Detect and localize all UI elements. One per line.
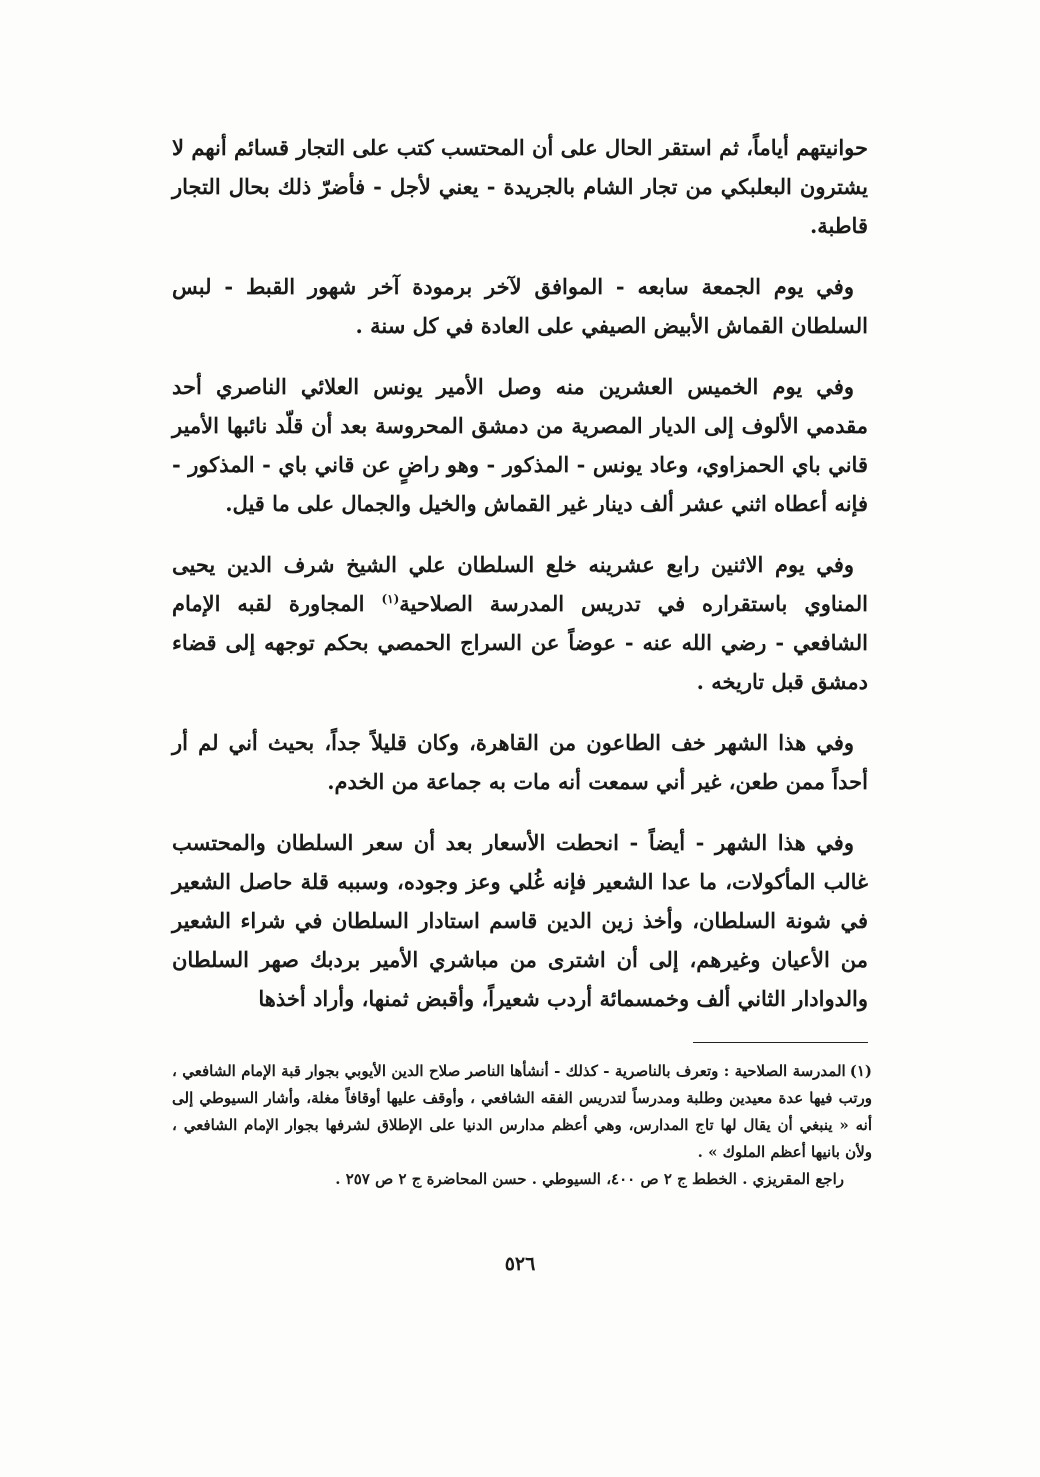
- footnote-reference[interactable]: (١): [381, 592, 400, 606]
- paragraph-4-part-2: المجاورة لقبه الإمام الشافعي - رضي الله عنه - عوضاً عن السراج الحمصي بحكم توجهه إلى قضاء دمشق قبل تاريخه .: [172, 591, 868, 694]
- footnotes: [172, 1058, 872, 1193]
- footnote-marker: (١): [849, 1062, 872, 1080]
- paragraph-6: وفي هذا الشهر - أيضاً - انحطت الأسعار بعد أن سعر السلطان والمحتسب غالب المأكولات، ما عدا الشعير فإنه غُلي وعز وجوده، وسببه قلة حاصل الشعير في شونة السلطان، وأخذ زين الدين قاسم استادار السلطان في شراء الشعير من الأعيان وغيرهم، إلى أن اشترى من مباشري الأمير بردبك صهر السلطان والدوادار الثاني ألف وخمسمائة أردب شعيراً، وأقبض ثمنها، وأراد أخذها: [172, 830, 868, 1011]
- paragraph-2: وفي يوم الجمعة سابعه - الموافق لآخر برمودة آخر شهور القبط - لبس السلطان القماش الأبيض الصيفي على العادة في كل سنة .: [172, 274, 868, 338]
- paragraph-4: [172, 545, 868, 701]
- footnote-1: [172, 1058, 872, 1166]
- paragraph-3: وفي يوم الخميس العشرين منه وصل الأمير يونس العلائي الناصري أحد مقدمي الألوف إلى الديار المصرية من دمشق المحروسة بعد أن قلّد نائبها الأمير قاني باي الحمزاوي، وعاد يونس - المذكور - وهو راضٍ عن قاني باي - المذكور - فإنه أعطاه اثني عشر ألف دينار غير القماش والخيل والجمال على ما قيل.: [172, 374, 868, 516]
- footnote-text: المدرسة الصلاحية : وتعرف بالناصرية - كذلك - أنشأها الناصر صلاح الدين الأيوبي بجوار قبة الإمام الشافعي ، ورتب فيها عدة معيدين وطلبة ومدرساً لتدريس الفقه الشافعي ، وأوقف عليها أوقافاً مغلة، وأشار السيوطي إلى أنه « ينبغي أن يقال لها تاج المدارس، وهي أعظم مدارس الدنيا على الإطلاق لشرفها بجوار الإمام الشافعي ، ولأن بانيها أعظم الملوك » .: [172, 1062, 872, 1161]
- paragraph-1: حوانيتهم أياماً، ثم استقر الحال على أن المحتسب كتب على التجار قسائم أنهم لا يشترون البعلبكي من تجار الشام بالجريدة - يعني لأجل - فأضرّ ذلك بحال التجار قاطبة.: [172, 135, 868, 238]
- main-text: [172, 128, 868, 1040]
- paragraph-4-part-1: وفي يوم الاثنين رابع عشرينه خلع السلطان علي الشيخ شرف الدين يحيى المناوي باستقراره في تدريس المدرسة الصلاحية: [172, 552, 869, 616]
- footnote-divider: [693, 1042, 868, 1043]
- page-number: ٥٢٦: [504, 1253, 536, 1275]
- paragraph-5: وفي هذا الشهر خف الطاعون من القاهرة، وكان قليلاً جداً، بحيث أني لم أر أحداً ممن طعن، غير أني سمعت أنه مات به جماعة من الخدم.: [172, 730, 868, 794]
- footnote-reference-line: راجع المقريزي . الخطط ج ٢ ص ٤٠٠، السيوطي . حسن المحاضرة ج ٢ ص ٢٥٧ .: [335, 1170, 844, 1188]
